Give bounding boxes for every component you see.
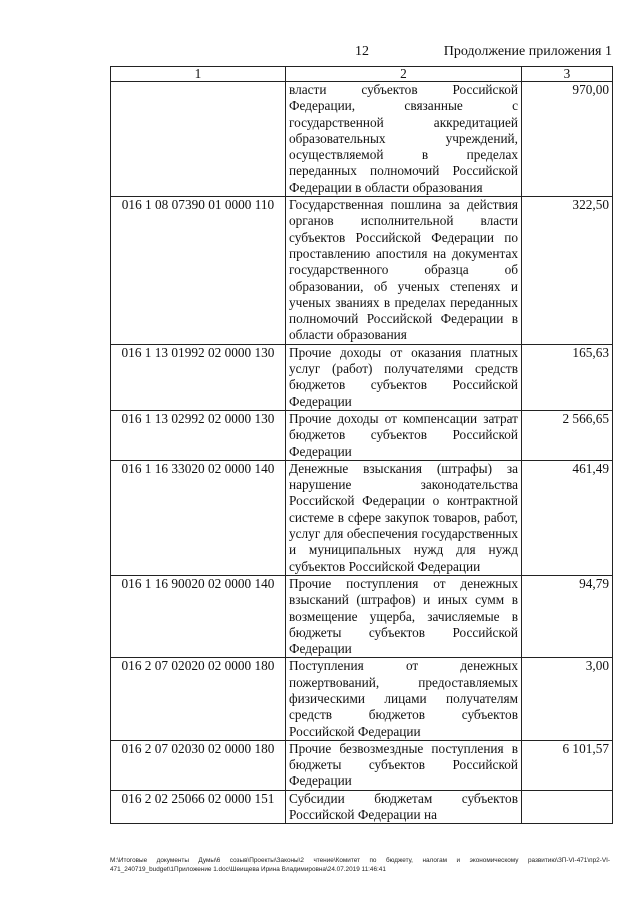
revenue-amount: 94,79	[522, 575, 613, 657]
table-row	[111, 658, 613, 740]
budget-code: 016 1 16 90020 02 0000 140	[111, 575, 286, 657]
budget-code: 016 1 08 07390 01 0000 110	[111, 197, 286, 345]
revenue-amount: 3,00	[522, 658, 613, 740]
revenue-description: власти субъектов Российской Федерации, связанные с государственной аккредитацией образовательных учреждений, осуществляемой в пределах переданных полномочий Российской Федерации в области образования	[286, 82, 522, 197]
budget-code	[111, 82, 286, 197]
continuation-label: Продолжение приложения 1	[443, 44, 612, 59]
revenue-description: Субсидии бюджетам субъектов Российской Федерации на	[286, 790, 522, 824]
revenue-description: Прочие доходы от оказания платных услуг (работ) получателями средств бюджетов субъектов Российской Федерации	[286, 344, 522, 410]
column-number-row	[111, 67, 613, 82]
revenue-amount: 2 566,65	[522, 410, 613, 460]
revenue-amount: 6 101,57	[522, 740, 613, 790]
budget-code: 016 1 13 02992 02 0000 130	[111, 410, 286, 460]
table-row	[111, 790, 613, 824]
revenue-description: Поступления от денежных пожертвований, предоставляемых физическими лицами получателям средств бюджетов субъектов Российской Федерации	[286, 658, 522, 740]
table-row	[111, 740, 613, 790]
table-row	[111, 82, 613, 197]
revenue-amount: 165,63	[522, 344, 613, 410]
revenue-description: Денежные взыскания (штрафы) за нарушение законодательства Российской Федерации о контрактной системе в сфере закупок товаров, работ, услуг для обеспечения государственных и муниципальных нужд для нужд субъектов Российской Федерации	[286, 460, 522, 575]
page-header	[0, 44, 640, 64]
column-header: 2	[286, 67, 522, 82]
revenue-description: Прочие безвозмездные поступления в бюджеты субъектов Российской Федерации	[286, 740, 522, 790]
table-row	[111, 197, 613, 345]
budget-code: 016 2 02 25066 02 0000 151	[111, 790, 286, 824]
revenue-description: Государственная пошлина за действия органов исполнительной власти субъектов Российской Федерации по проставлению апостиля на документах государственного образца об образовании, об ученых степенях и ученых званиях в пределах переданных полномочий Российской Федерации в области образования	[286, 197, 522, 345]
revenue-description: Прочие доходы от компенсации затрат бюджетов субъектов Российской Федерации	[286, 410, 522, 460]
revenue-description: Прочие поступления от денежных взысканий (штрафов) и иных сумм в возмещение ущерба, зачисляемые в бюджеты субъектов Российской Федерации	[286, 575, 522, 657]
table-row	[111, 575, 613, 657]
column-header: 1	[111, 67, 286, 82]
revenue-amount: 461,49	[522, 460, 613, 575]
revenue-amount: 970,00	[522, 82, 613, 197]
column-header: 3	[522, 67, 613, 82]
revenue-table	[110, 66, 613, 824]
revenue-amount: 322,50	[522, 197, 613, 345]
revenue-amount	[522, 790, 613, 824]
budget-code: 016 2 07 02030 02 0000 180	[111, 740, 286, 790]
budget-code: 016 1 13 01992 02 0000 130	[111, 344, 286, 410]
table-row	[111, 410, 613, 460]
budget-code: 016 1 16 33020 02 0000 140	[111, 460, 286, 575]
table-row	[111, 460, 613, 575]
table-row	[111, 344, 613, 410]
document-path-footer: M:\Итоговые документы Думы\6 созыв\Проекты\Законы\2 чтение\Комитет по бюджету, налогам и экономическому развитию\ЗП-VI-471\пр2-VI-471_240719_budget\1Приложение 1.doc\Шеищева Ирина Владимировна\24.07.2019 11:46:41	[110, 857, 610, 873]
page-number: 12	[355, 44, 369, 59]
budget-code: 016 2 07 02020 02 0000 180	[111, 658, 286, 740]
